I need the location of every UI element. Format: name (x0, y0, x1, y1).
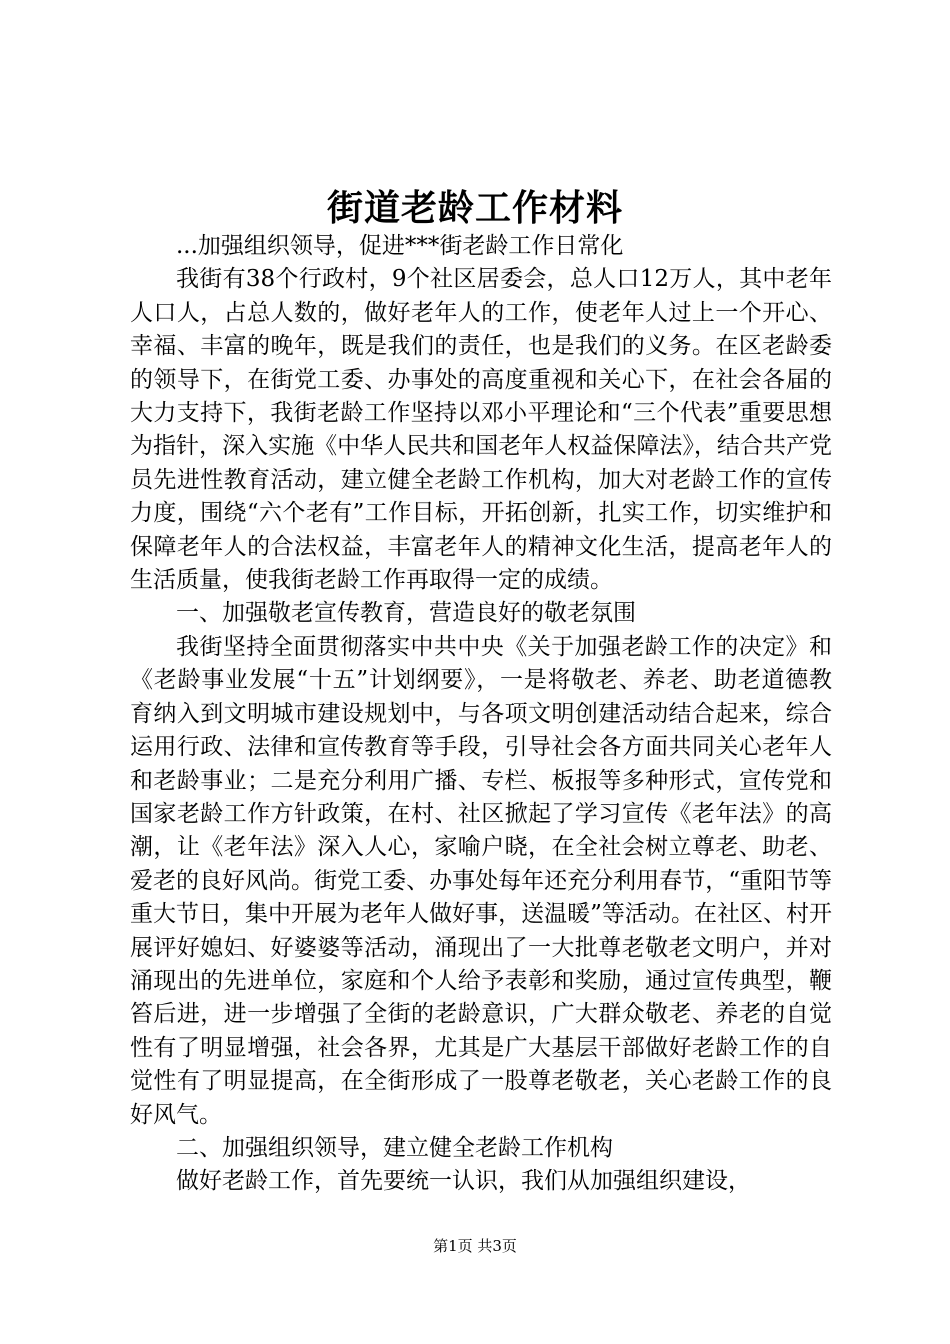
paragraph-3: 做好老龄工作，首先要统一认识，我们从加强组织建设， (176, 1168, 751, 1195)
document-title: 街道老龄工作材料 (326, 187, 623, 229)
paragraph-2: 我街坚持全面贯彻落实中共中央《关于加强老龄工作的决定》和《老龄事业发展“十五”计划纲要》，一是将敬老、养老、助老道德教育纳入到文明城市建设规划中，与各项文明创建活动结合起来，综合运用行政、法律和宣传教育等手段，引导社会各方面共同关心老年人和老龄事业；二是充分利用广播、专栏、板报等多种形式，宣传党和国家老龄工作方针政策，在村、社区掀起了学习宣传《老年法》的高潮，让《老年法》深入人心，家喻户晓，在全社会树立尊老、助老、爱老的良好风尚。街党工委、办事处每年还充分利用春节，“重阳节等重大节日，集中开展为老年人做好事，送温暖”等活动。在社区、村开展评好媳妇、好婆婆等活动，涌现出了一大批尊老敬老文明户，并对涌现出的先进单位，家庭和个人给予表彰和奖励，通过宣传典型，鞭笞后进，进一步增强了全街的老龄意识，广大群众敬老、养老的自觉性有了明显增强，社会各界，尤其是广大基层干部做好老龄工作的自觉性有了明显提高，在全街形成了一股尊老敬老，关心老龄工作的良好风气。 (130, 633, 832, 1128)
section-1-heading: 一、加强敬老宣传教育，营造良好的敬老氛围 (176, 600, 636, 627)
intro-line: ...加强组织领导，促进***街老龄工作日常化 (176, 233, 624, 259)
section-2-heading: 二、加强组织领导，建立健全老龄工作机构 (176, 1134, 613, 1161)
page-number-footer: 第1页 共3页 (433, 1237, 517, 1255)
paragraph-1: 我街有38个行政村，9个社区居委会，总人口12万人，其中老年人口人，占总人数的，做好老年人的工作，使老年人过上一个开心、幸福、丰富的晚年，既是我们的责任，也是我们的义务。在区老龄委的领导下，在街党工委、办事处的高度重视和关心下，在社会各届的大力支持下，我街老龄工作坚持以邓小平理论和“三个代表”重要思想为指针，深入实施《中华人民共和国老年人权益保障法》，结合共产党员先进性教育活动，建立健全老龄工作机构，加大对老龄工作的宣传力度，围绕“六个老有”工作目标，开拓创新，扎实工作，切实维护和保障老年人的合法权益，丰富老年人的精神文化生活，提高老年人的生活质量，使我街老龄工作再取得一定的成绩。 (130, 266, 832, 594)
document-body (130, 230, 832, 1199)
